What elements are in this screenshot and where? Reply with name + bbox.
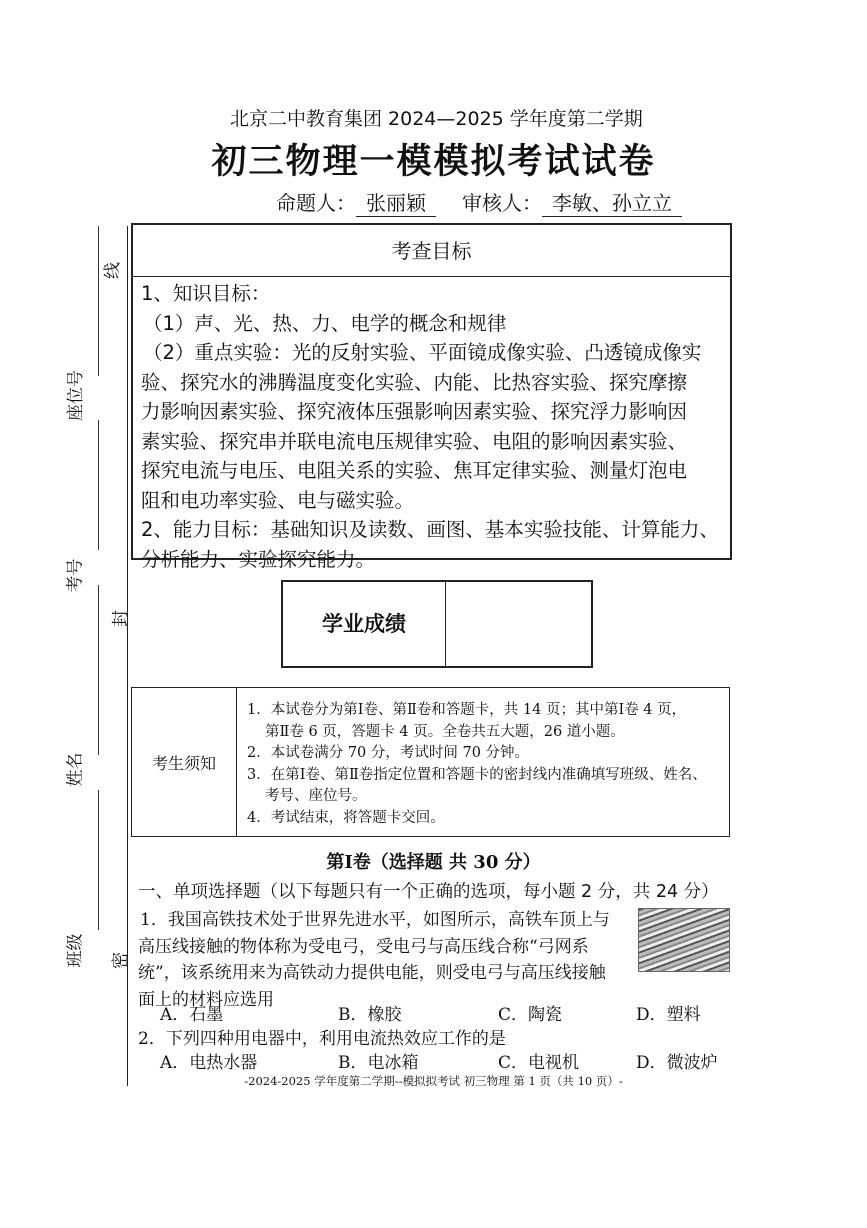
pantograph-photo [638,908,730,972]
notice-item: 第Ⅱ卷 6 页，答题卡 4 页。全卷共五大题，26 道小题。 [265,723,625,740]
option-d[interactable]: D．塑料 [636,1005,701,1025]
reviewer-names: 李敏、孙立立 [542,187,682,217]
goals-line: 探究电流与电压、电阻关系的实验、焦耳定律实验、测量灯泡电 [141,459,688,482]
binding-char-line: 线 [103,262,123,279]
notice-item: 4．考试结束，将答题卡交回。 [247,809,445,826]
question-2: 2．下列四种用电器中，利用电流热效应工作的是 [138,1029,506,1049]
name-label: 姓名 [65,752,86,787]
score-field[interactable] [446,582,591,666]
question-1-line: 统”，该系统用来为高铁动力提供电能，则受电弓与高压线接触 [138,963,606,983]
binding-char-seal: 封 [111,610,131,627]
section-title: 第Ⅰ卷（选择题 共 30 分） [326,852,541,873]
score-box [281,580,593,668]
goals-line: 阻和电功率实验、电与磁实验。 [141,488,415,512]
question-1-line: 高压线接触的物体称为受电弓，受电弓与高压线合称“弓网系 [138,936,589,957]
exam-goals-box [131,223,732,571]
option-c[interactable]: C．陶瓷 [498,1005,563,1025]
authors-line [276,187,682,217]
goals-line: 素实验、探究串并联电流电压规律实验、电阻的影响因素实验、 [141,429,688,453]
exam-title: 初三物理一模模拟考试试卷 [211,142,656,182]
goals-line: 验、探究水的沸腾温度变化实验、内能、比热容实验、探究摩擦 [141,370,688,394]
goals-line: （2）重点实验：光的反射实验、平面镜成像实验、凸透镜成像实 [143,341,702,364]
option-a[interactable]: A．电热水器 [160,1053,258,1073]
page-footer: -2024-2025 学年度第二学期--模拟拟考试 初三物理 第 1 页（共 10 页）- [244,1074,623,1088]
notice-list [237,688,713,836]
notice-item: 2．本试卷满分 70 分，考试时间 70 分钟。 [247,745,530,761]
notice-label: 考生须知 [132,688,237,836]
question-1 [138,907,636,1013]
exam-no-label: 考号 [65,558,86,593]
binding-char-secret: 密 [111,952,131,969]
notice-item: 考号、座位号。 [265,788,367,804]
option-c[interactable]: C．电视机 [498,1053,580,1073]
option-a[interactable]: A．石墨 [160,1005,224,1025]
notice-item: 3．在第Ⅰ卷、第Ⅱ卷指定位置和答题卡的密封线内准确填写班级、姓名、 [247,766,707,783]
class-label: 班级 [65,933,86,968]
candidate-notice-box [131,687,730,837]
question-2-options [160,1048,720,1073]
part-heading: 一、单项选择题（以下每题只有一个正确的选项，每小题 2 分，共 24 分） [138,882,719,902]
goals-line: 1、知识目标： [141,282,271,305]
goals-body [133,277,730,574]
option-b[interactable]: B．电冰箱 [338,1053,419,1073]
goals-heading: 考查目标 [133,225,730,277]
exam-no-underline [98,420,99,550]
author-label: 命题人： [276,191,356,215]
seat-underline [98,226,99,376]
goals-line: 2、能力目标：基础知识及读数、画图、基本实验技能、计算能力、 [141,518,719,541]
goals-line: 力影响因素实验、探究液体压强影响因素实验、探究浮力影响因 [141,400,688,423]
option-b[interactable]: B．橡胶 [338,1005,402,1025]
author-name: 张丽颖 [356,187,436,217]
seat-label: 座位号 [66,370,86,421]
school-term-heading: 北京二中教育集团 2024—2025 学年度第二学期 [230,108,643,130]
question-1-line: 面上的材料应选用 [138,989,274,1010]
notice-item: 1．本试卷分为第Ⅰ卷、第Ⅱ卷和答题卡，共 14 页；其中第Ⅰ卷 4 页， [247,702,687,718]
score-label: 学业成绩 [283,582,446,666]
name-underline [98,585,99,755]
option-d[interactable]: D．微波炉 [636,1053,718,1073]
goals-line: （1）声、光、热、力、电学的概念和规律 [143,311,507,335]
question-1-line: 1．我国高铁技术处于世界先进水平，如图所示，高铁车顶上与 [140,910,610,930]
reviewer-label: 审核人： [462,191,542,215]
question-1-options [160,1000,720,1025]
goals-line: 分析能力、实验探究能力。 [141,547,376,571]
